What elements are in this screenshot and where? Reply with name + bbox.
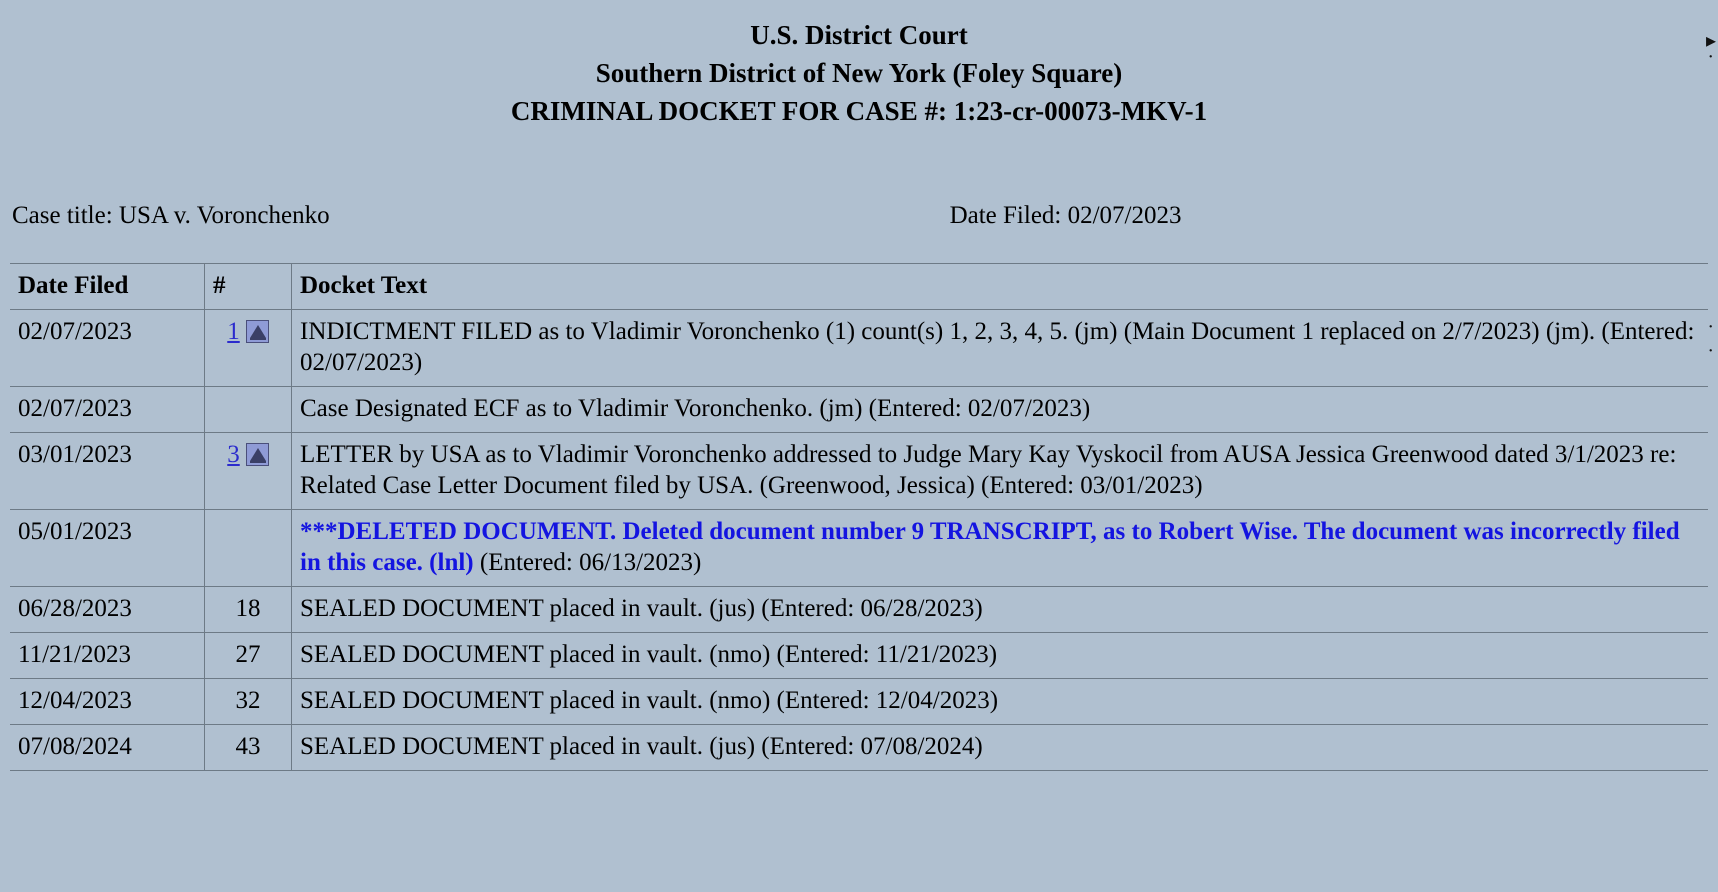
table-row	[10, 510, 1708, 587]
document-number-group	[227, 316, 269, 347]
table-row	[10, 725, 1708, 771]
cell-docket-text: SEALED DOCUMENT placed in vault. (jus) (Entered: 06/28/2023)	[292, 587, 1709, 633]
table-row	[10, 587, 1708, 633]
cell-date-filed: 03/01/2023	[10, 433, 205, 510]
cell-date-filed: 02/07/2023	[10, 310, 205, 387]
deleted-document-entered: (Entered: 06/13/2023)	[473, 549, 702, 576]
column-header-docket-text: Docket Text	[292, 264, 1709, 310]
cell-docket-text	[292, 510, 1709, 587]
cell-date-filed: 06/28/2023	[10, 587, 205, 633]
table-header-row	[10, 264, 1708, 310]
cell-document-number: 27	[205, 633, 292, 679]
deleted-document-notice	[300, 518, 1680, 576]
edge-mark-dot-icon: ·	[1707, 316, 1714, 338]
table-row	[10, 633, 1708, 679]
column-header-date-filed: Date Filed	[10, 264, 205, 310]
edge-mark-dot-icon: ·	[1707, 46, 1714, 68]
court-name: U.S. District Court	[750, 20, 968, 50]
cell-date-filed: 02/07/2023	[10, 387, 205, 433]
cell-date-filed: 05/01/2023	[10, 510, 205, 587]
table-row	[10, 387, 1708, 433]
table-row	[10, 679, 1708, 725]
court-header	[10, 0, 1708, 130]
cell-date-filed: 07/08/2024	[10, 725, 205, 771]
case-title: Case title: USA v. Voronchenko	[12, 202, 330, 229]
document-number-group	[227, 439, 269, 470]
column-header-number: #	[205, 264, 292, 310]
edge-mark-dot-icon: ·	[1707, 340, 1714, 362]
docket-table	[10, 263, 1708, 771]
cell-document-number: 18	[205, 587, 292, 633]
cell-docket-text: Case Designated ECF as to Vladimir Voronchenko. (jm) (Entered: 02/07/2023)	[292, 387, 1709, 433]
cell-document-number	[205, 510, 292, 587]
court-district: Southern District of New York (Foley Square)	[595, 58, 1123, 88]
cell-document-number	[205, 310, 292, 387]
cell-docket-text: LETTER by USA as to Vladimir Voronchenko addressed to Judge Mary Kay Vyskocil from AUSA Jessica Greenwood dated 3/1/2023 re: Related Case Letter Document filed by USA. (Greenwood, Jessica) (Entered: 03/01/2023)	[292, 433, 1709, 510]
case-date-filed: Date Filed: 02/07/2023	[949, 202, 1182, 229]
pdf-document-icon[interactable]	[246, 443, 269, 466]
cell-docket-text: SEALED DOCUMENT placed in vault. (nmo) (Entered: 11/21/2023)	[292, 633, 1709, 679]
cell-docket-text: SEALED DOCUMENT placed in vault. (jus) (Entered: 07/08/2024)	[292, 725, 1709, 771]
cell-document-number: 43	[205, 725, 292, 771]
case-summary-row	[10, 202, 1708, 230]
case-docket-heading: CRIMINAL DOCKET FOR CASE #: 1:23-cr-00073-MKV-1	[510, 96, 1208, 126]
cell-docket-text: SEALED DOCUMENT placed in vault. (nmo) (Entered: 12/04/2023)	[292, 679, 1709, 725]
edge-mark-arrow-icon: ▸	[1705, 30, 1716, 52]
cell-docket-text: INDICTMENT FILED as to Vladimir Voronchenko (1) count(s) 1, 2, 3, 4, 5. (jm) (Main Document 1 replaced on 2/7/2023) (jm). (Entered: 02/07/2023)	[292, 310, 1709, 387]
document-link[interactable]: 3	[227, 441, 240, 468]
cell-date-filed: 12/04/2023	[10, 679, 205, 725]
cell-document-number	[205, 433, 292, 510]
cell-date-filed: 11/21/2023	[10, 633, 205, 679]
document-link[interactable]: 1	[227, 318, 240, 345]
table-row	[10, 433, 1708, 510]
deleted-document-text: ***DELETED DOCUMENT. Deleted document number 9 TRANSCRIPT, as to Robert Wise. The document was incorrectly filed in this case. (lnl)	[300, 518, 1680, 576]
cell-document-number: 32	[205, 679, 292, 725]
pdf-document-icon[interactable]	[246, 320, 269, 343]
cell-document-number	[205, 387, 292, 433]
table-row	[10, 310, 1708, 387]
